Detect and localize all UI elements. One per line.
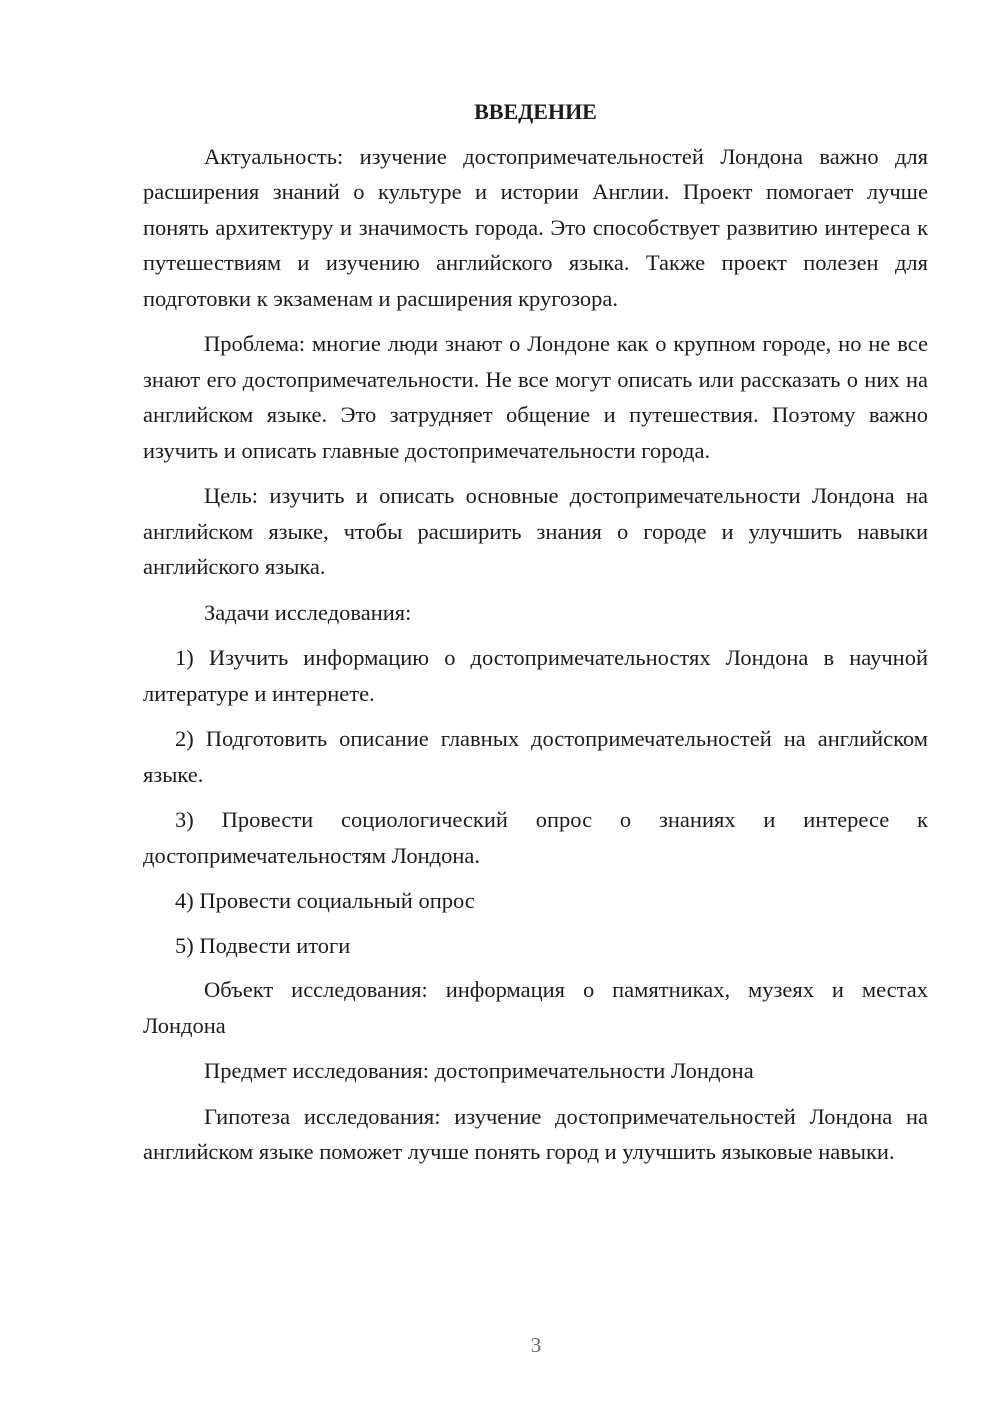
document-body (143, 94, 928, 1180)
hypothesis-paragraph: Гипотеза исследования: изучение достопримечательностей Лондона на английском языке поможет лучше понять город и улучшить языковые навыки. (143, 1103, 928, 1164)
relevance-paragraph: Актуальность: изучение достопримечательностей Лондона важно для расширения знаний о культуре и истории Англии. Проект помогает лучше понять архитектуру и значимость города. Это способствует развитию интереса к путешествиям и изучению английского языка. Также проект полезен для подготовки к экзаменам и расширения кругозора. (143, 143, 928, 311)
tasks-heading: Задачи исследования: (204, 599, 412, 625)
research-subject-paragraph: Предмет исследования: достопримечательности Лондона (204, 1058, 754, 1083)
research-object-paragraph: Объект исследования: информация о памятниках, музеях и местах Лондона (143, 977, 928, 1038)
problem-paragraph: Проблема: многие люди знают о Лондоне как о крупном городе, но не все знают его достопримечательности. Не все могут описать или рассказать о них на английском языке. Это затрудняет общение и путешествия. Поэтому важно изучить и описать главные достопримечательности города. (143, 331, 928, 463)
task-item-2: 2) Подготовить описание главных достопримечательностей на английском языке. (143, 726, 928, 787)
task-item-4: 4) Провести социальный опрос (175, 888, 475, 913)
page-number: 3 (530, 1333, 542, 1357)
task-item-3: 3) Провести социологический опрос о знаниях и интересе к достопримечательностям Лондона. (143, 807, 928, 868)
goal-paragraph: Цель: изучить и описать основные достопримечательности Лондона на английском языке, чтобы расширить знания о городе и улучшить навыки английского языка. (143, 483, 928, 579)
task-item-1: 1) Изучить информацию о достопримечательностях Лондона в научной литературе и интернете. (143, 645, 928, 706)
task-item-5: 5) Подвести итоги (175, 932, 351, 958)
section-title: ВВЕДЕНИЕ (474, 99, 597, 124)
